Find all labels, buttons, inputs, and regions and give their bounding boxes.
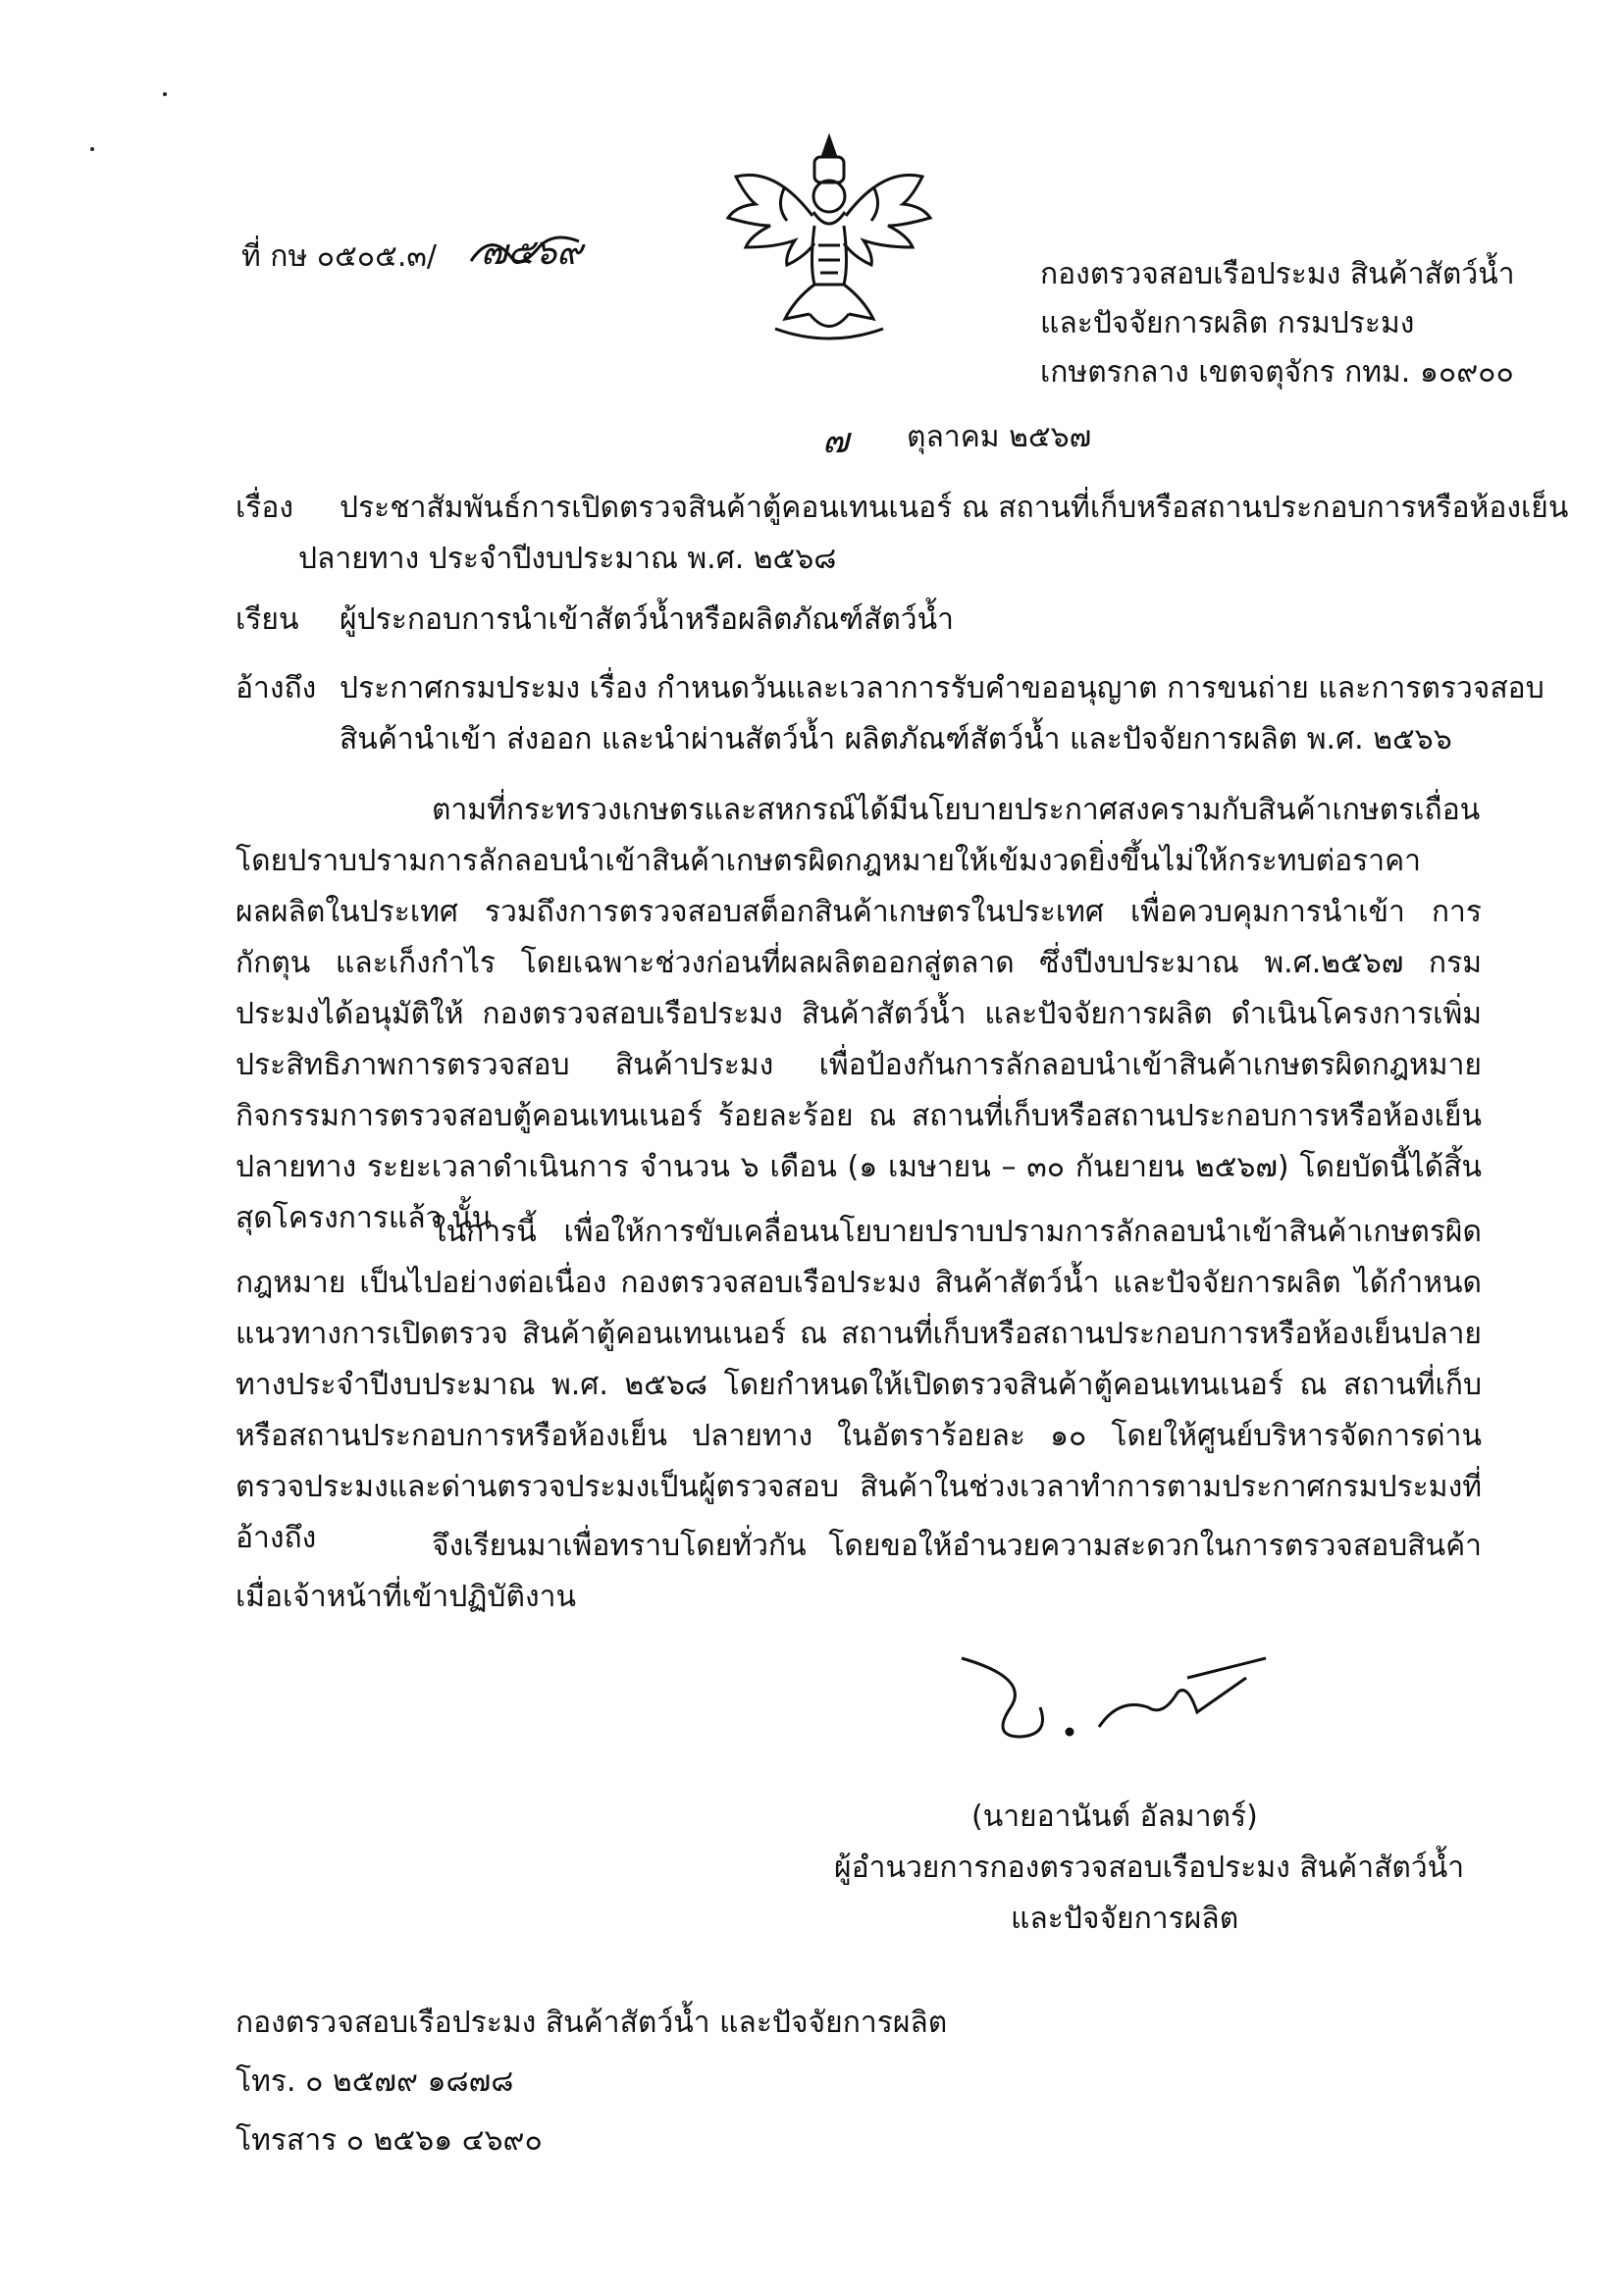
footer-tel: โทร. ๐ ๒๕๗๙ ๑๘๗๘ xyxy=(236,2064,514,2099)
footer-fax: โทรสาร ๐ ๒๕๖๑ ๔๖๙๐ xyxy=(236,2123,543,2158)
handwritten-stroke-icon xyxy=(461,222,589,281)
signatory-name: (นายอานันต์ อัลมาตร์) xyxy=(971,1800,1258,1834)
reference-label: ที่ กษ ๐๕๐๕.๓/ xyxy=(241,239,437,274)
body-paragraph-1 xyxy=(236,785,1482,1244)
signature-scribble-icon xyxy=(952,1639,1285,1756)
signatory-position-line-1: ผู้อำนวยการกองตรวจสอบเรือประมง สินค้าสัตว์น้ำ xyxy=(834,1851,1465,1885)
body-paragraph-2-text: ในการนี้ เพื่อให้การขับเคลื่อนนโยบายปราบปรามการลักลอบนำเข้าสินค้าเกษตรผิดกฎหมาย เป็นไปอย่างต่อเนื่อง กองตรวจสอบเรือประมง สินค้าสัตว์น้ำ และปัจจัยการผลิต ได้กำหนดแนวทางการเปิดตรวจ สินค้าตู้คอนเทนเนอร์ ณ สถานที่เก็บหรือสถานประกอบการหรือห้องเย็นปลายทางประจำปีงบประมาณ พ.ศ. ๒๕๖๘ โดยกำหนดให้เปิดตรวจสินค้าตู้คอนเทนเนอร์ ณ สถานที่เก็บหรือสถานประกอบการหรือห้องเย็น ปลายทาง ในอัตราร้อยละ ๑๐ โดยให้ศูนย์บริหารจัดการด่านตรวจประมงและด่านตรวจประมงเป็นผู้ตรวจสอบ สินค้าในช่วงเวลาทำการตามประกาศกรมประมงที่อ้างถึง xyxy=(236,1215,1482,1555)
to-label: เรียน xyxy=(236,602,299,637)
org-address-line-2: และปัจจัยการผลิต กรมประมง xyxy=(1040,306,1415,340)
subject-line-2: ปลายทาง ประจำปีงบประมาณ พ.ศ. ๒๕๖๘ xyxy=(298,542,837,576)
org-address-line-1: กองตรวจสอบเรือประมง สินค้าสัตว์น้ำ xyxy=(1040,257,1515,291)
subject-label: เรื่อง xyxy=(236,491,294,525)
reference-number-handwritten: ๗๕๖๙ xyxy=(481,233,583,273)
subject-line-1: ประชาสัมพันธ์การเปิดตรวจสินค้าตู้คอนเทนเนอร์ ณ สถานที่เก็บหรือสถานประกอบการหรือห้องเย็น xyxy=(340,491,1569,525)
speck xyxy=(90,147,94,151)
date-day-handwritten: ๗ xyxy=(822,421,850,461)
body-paragraph-3 xyxy=(236,1521,1482,1623)
reference-doc-line-1: ประกาศกรมประมง เรื่อง กำหนดวันและเวลาการรับคำขออนุญาต การขนถ่าย และการตรวจสอบ xyxy=(340,671,1544,705)
date-text: ตุลาคม ๒๕๖๗ xyxy=(907,420,1092,454)
body-paragraph-2 xyxy=(236,1207,1482,1564)
body-paragraph-3-text: จึงเรียนมาเพื่อทราบโดยทั่วกัน โดยขอให้อำนวยความสะดวกในการตรวจสอบสินค้า เมื่อเจ้าหน้าที่เข้าปฏิบัติงาน xyxy=(236,1529,1482,1614)
reference-doc-line-2: สินค้านำเข้า ส่งออก และนำผ่านสัตว์น้ำ ผลิตภัณฑ์สัตว์น้ำ และปัจจัยการผลิต พ.ศ. ๒๕๖๖ xyxy=(340,722,1452,757)
signatory-position-line-2: และปัจจัยการผลิต xyxy=(1011,1902,1239,1936)
org-address-line-3: เกษตรกลาง เขตจตุจักร กทม. ๑๐๙๐๐ xyxy=(1040,355,1514,390)
reference-doc-label: อ้างถึง xyxy=(236,671,317,705)
body-paragraph-1-text: ตามที่กระทรวงเกษตรและสหกรณ์ได้มีนโยบายประกาศสงครามกับสินค้าเกษตรเถื่อน โดยปราบปรามการลักลอบนำเข้าสินค้าเกษตรผิดกฎหมายให้เข้มงวดยิ่งขึ้นไม่ให้กระทบต่อราคาผลผลิตในประเทศ รวมถึงการตรวจสอบสต็อกสินค้าเกษตรในประเทศ เพื่อควบคุมการนำเข้า การกักตุน และเก็งกำไร โดยเฉพาะช่วงก่อนที่ผลผลิตออกสู่ตลาด ซึ่งปีงบประมาณ พ.ศ.๒๕๖๗ กรมประมงได้อนุมัติให้ กองตรวจสอบเรือประมง สินค้าสัตว์น้ำ และปัจจัยการผลิต ดำเนินโครงการเพิ่มประสิทธิภาพการตรวจสอบ สินค้าประมง เพื่อป้องกันการลักลอบนำเข้าสินค้าเกษตรผิดกฎหมาย กิจกรรมการตรวจสอบตู้คอนเทนเนอร์ ร้อยละร้อย ณ สถานที่เก็บหรือสถานประกอบการหรือห้องเย็นปลายทาง ระยะเวลาดำเนินการ จำนวน ๖ เดือน (๑ เมษายน – ๓๐ กันยายน ๒๕๖๗) โดยบัดนี้ได้สิ้นสุดโครงการแล้ว นั้น xyxy=(236,793,1482,1235)
reference-number xyxy=(241,235,437,279)
speck xyxy=(163,92,167,96)
footer-org: กองตรวจสอบเรือประมง สินค้าสัตว์น้ำ และปัจจัยการผลิต xyxy=(236,2006,948,2040)
to-text: ผู้ประกอบการนำเข้าสัตว์น้ำหรือผลิตภัณฑ์สัตว์น้ำ xyxy=(340,602,955,637)
garuda-emblem-icon xyxy=(716,128,942,353)
